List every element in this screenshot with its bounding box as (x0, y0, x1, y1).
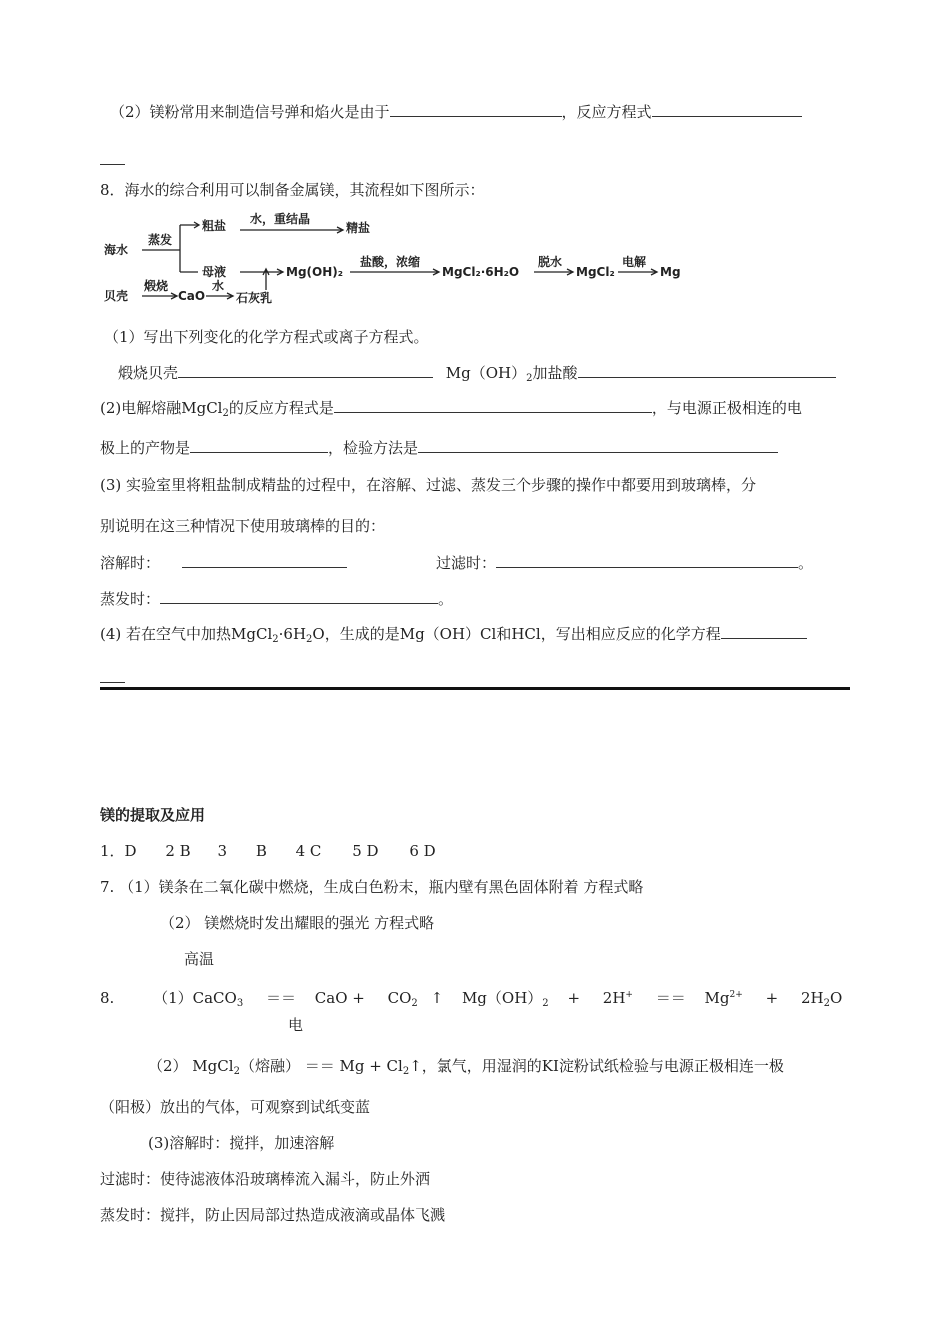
flow-mgcl2: MgCl₂ (576, 265, 615, 279)
answer-8-filter: 过滤时：使待滤液体沿玻璃棒流入漏斗，防止外洒 (100, 1170, 431, 1188)
q8-part3-line2: 别说明在这三种情况下使用玻璃棒的目的： (100, 517, 386, 535)
flow-recrystallize: 水，重结晶 (250, 212, 311, 226)
flow-mgcl2-hydrate: MgCl₂·6H₂O (442, 265, 520, 279)
q8-intro: 8．海水的综合利用可以制备金属镁，其流程如下图所示： (100, 181, 485, 199)
flow-seawater: 海水 (104, 243, 129, 257)
flow-evaporate: 蒸发 (148, 233, 173, 247)
q8-filter: 过滤时： 。 (436, 554, 814, 572)
flow-mother-liquor: 母液 (202, 265, 227, 279)
answer-blank[interactable] (182, 553, 347, 568)
q8-dissolve: 溶解时： (100, 553, 347, 573)
answer-8-2: （2） MgCl$_2$（熔融） ＝＝ $Mg + Cl_2↑$，氯气，用湿润的KI淀粉试纸检验与电源正极相连一极 (148, 1057, 784, 1077)
q8-part1-title: （1）写出下列变化的化学方程式或离子方程式。 (104, 328, 429, 346)
answer-blank-continued[interactable] (100, 150, 125, 170)
answer-8-3: (3)溶解时：搅拌，加速溶解 (148, 1134, 335, 1152)
flow-crude-salt: 粗盐 (202, 219, 227, 233)
answer-8-1: 8. （1）CaCO$_3$ ＝＝ CaO + $CO_2$ ↑ $Mg(OH)_2 + 2H^+ == Mg^{2+} + 2H_2O$ (100, 989, 843, 1009)
q8-part2-line2: 极上的产物是 ，检验方法是 (100, 438, 778, 458)
q8-evap: 蒸发时： 。 (100, 590, 454, 608)
answer-blank[interactable] (652, 102, 802, 117)
flow-dehydrate: 脱水 (538, 255, 563, 269)
answer-blank[interactable] (496, 553, 798, 568)
flow-mgoh2: Mg(OH)₂ (286, 265, 343, 279)
answer-8-evap: 蒸发时：搅拌，防止因局部过热造成液滴或晶体飞溅 (100, 1206, 446, 1224)
q8-part2: (2)电解熔融MgCl$_2$的反应方程式是 ，与电源正极相连的电 (100, 399, 802, 419)
condition-high-temp: 高温 (184, 950, 215, 968)
answer-blank[interactable] (160, 589, 438, 604)
flow-cao: CaO (178, 289, 206, 303)
section-divider (100, 687, 850, 690)
q8-part3-line1: (3) 实验室里将粗盐制成精盐的过程中，在溶解、过滤、蒸发三个步骤的操作中都要用到玻璃棒，分 (100, 476, 757, 494)
flow-calcine: 煅烧 (144, 279, 169, 293)
answer-7-2: （2） 镁燃烧时发出耀眼的强光 方程式略 (160, 914, 435, 932)
flow-electrolysis: 电解 (622, 255, 647, 269)
condition-electric: 电 (288, 1016, 304, 1034)
mc-answers: 1．D 2 B 3 B 4 C 5 D 6 D (100, 842, 436, 860)
answer-blank[interactable] (418, 438, 778, 453)
q8-part4: (4) 若在空气中加热$MgCl_2\cdot 6H_2O$，生成的是Mg（OH）Cl和HCl，写出相应反应的化学方程 (100, 624, 807, 650)
flow-mg: Mg (660, 265, 681, 279)
flow-shell: 贝壳 (104, 289, 129, 303)
answers-title: 镁的提取及应用 (100, 806, 206, 824)
answer-blank[interactable] (578, 363, 836, 378)
answer-blank[interactable] (178, 363, 433, 378)
answer-blank[interactable] (721, 624, 807, 639)
answer-8-2-line2: （阳极）放出的气体，可观察到试纸变蓝 (100, 1098, 371, 1116)
flow-hcl: 盐酸，浓缩 (360, 255, 421, 269)
flow-lime-milk: 石灰乳 (236, 291, 273, 305)
flow-diagram (100, 210, 700, 306)
q8-part1-blanks: 煅烧贝壳 $Mg(OH)_2$加盐酸 (118, 363, 836, 389)
q7-part2: （2）镁粉常用来制造信号弹和焰火是由于 ，反应方程式 (110, 102, 802, 122)
answer-blank[interactable] (190, 438, 328, 453)
flow-fine-salt: 精盐 (346, 221, 371, 235)
answer-blank[interactable] (390, 102, 562, 117)
answer-blank[interactable] (334, 398, 652, 413)
answer-7-1: 7. （1）镁条在二氧化碳中燃烧，生成白色粉末，瓶内壁有黑色固体附着 方程式略 (100, 878, 644, 896)
flow-water: 水 (212, 279, 225, 293)
answer-blank-continued[interactable] (100, 668, 125, 688)
